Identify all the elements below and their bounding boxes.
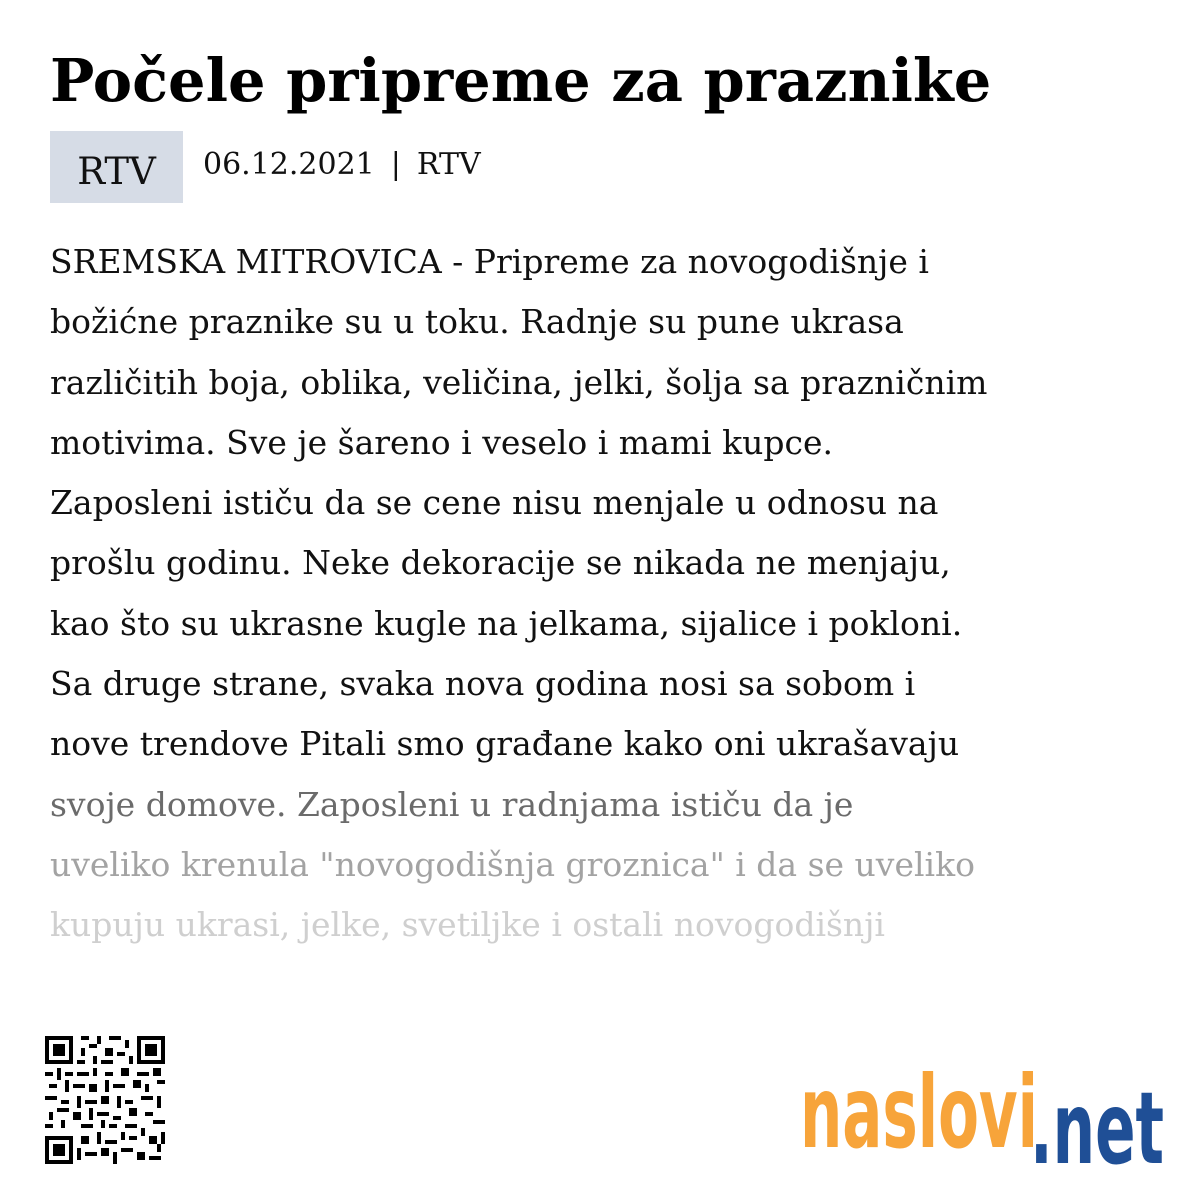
- body-line-10: svoje domove. Zaposleni u radnjama ističu da je: [50, 784, 854, 824]
- body-line-11: uveliko krenula "novogodišnja groznica" i da se uveliko: [50, 844, 975, 884]
- qr-code[interactable]: [45, 1036, 165, 1164]
- article-meta: [50, 131, 481, 203]
- meta-line: [203, 145, 481, 185]
- body-line-1: SREMSKA MITROVICA - Pripreme za novogodišnje i: [50, 242, 929, 281]
- body-line-6: prošlu godinu. Neke dekoracije se nikada ne menjaju,: [50, 543, 951, 583]
- body-line-4: motivima. Sve je šareno i veselo i mami kupce.: [50, 422, 833, 462]
- logo-net-text: .net: [1030, 1070, 1164, 1165]
- publish-date: 06.12.2021: [203, 147, 375, 182]
- body-line-7: kao što su ukrasne kugle na jelkama, sijalice i pokloni.: [50, 603, 963, 643]
- body-line-9: nove trendove Pitali smo građane kako oni ukrašavaju: [50, 724, 960, 764]
- article-headline: Počele pripreme za praznike: [50, 46, 992, 115]
- naslovi-net-logo[interactable]: [800, 1065, 1164, 1165]
- body-line-12: kupuju ukrasi, jelke, svetiljke i ostali novogodišnji: [50, 905, 885, 945]
- body-line-3: različitih boja, oblika, veličina, jelki, šolja sa prazničnim: [50, 362, 988, 402]
- logo-naslovi-text: naslovi: [800, 1065, 1038, 1165]
- body-line-5: Zaposleni ističu da se cene nisu menjale u odnosu na: [50, 483, 939, 523]
- source-name: RTV: [416, 147, 481, 182]
- body-line-2: božićne praznike su u toku. Radnje su pune ukrasa: [50, 302, 904, 342]
- source-badge[interactable]: RTV: [50, 131, 183, 203]
- body-line-8: Sa druge strane, svaka nova godina nosi sa sobom i: [50, 664, 916, 704]
- meta-separator: |: [390, 147, 401, 182]
- article-body: [50, 232, 1160, 992]
